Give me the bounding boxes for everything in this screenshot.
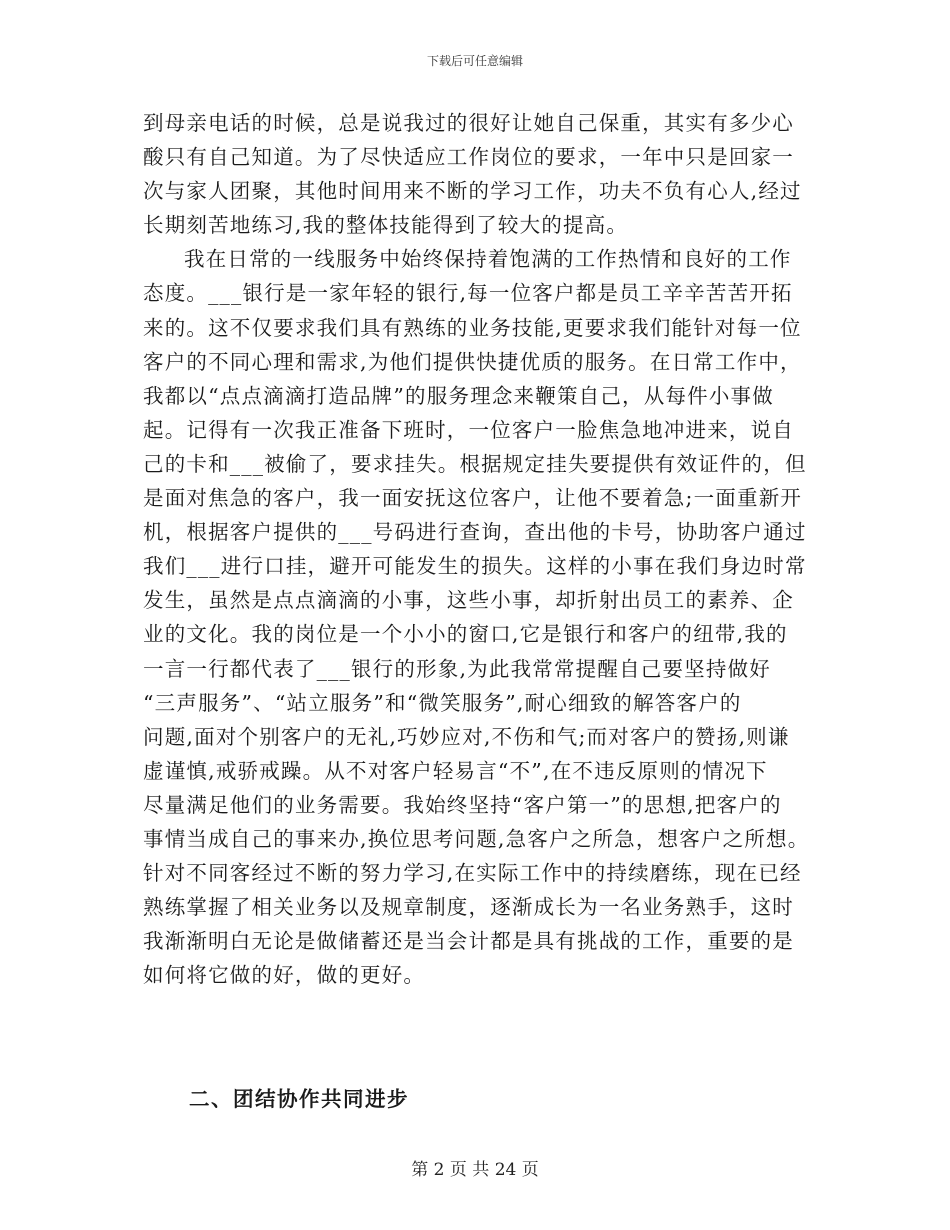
- text-line: 如何将它做的好，做的更好。: [143, 963, 426, 988]
- text-line: 起。记得有一次我正准备下班时，一位客户一脸焦急地冲进来，说自: [143, 417, 794, 442]
- text-line: 尽量满足他们的业务需要。我始终坚持“客户第一”的思想,把客户的: [143, 792, 782, 817]
- text-line: 机，根据客户提供的___号码进行查询，查出他的卡号，协助客户通过: [143, 520, 807, 545]
- page-number: 第 2 页 共 24 页: [411, 1160, 539, 1180]
- paragraph-first-line: 我在日常的一线服务中始终保持着饱满的工作热情和良好的工作: [184, 247, 792, 272]
- text-line: 发生，虽然是点点滴滴的小事，这些小事，却折射出员工的素养、企: [143, 588, 794, 613]
- text-line: 己的卡和___被偷了，要求挂失。根据规定挂失要提供有效证件的，但: [143, 451, 807, 476]
- text-line: 是面对焦急的客户，我一面安抚这位客户，让他不要着急;一面重新开: [143, 486, 803, 511]
- text-line: 问题,面对个别客户的无礼,巧妙应对,不伤和气;而对客户的赞扬,则谦: [143, 724, 790, 749]
- text-line: 业的文化。我的岗位是一个小小的窗口,它是银行和客户的纽带,我的: [143, 622, 788, 647]
- text-line: 酸只有自己知道。为了尽快适应工作岗位的要求，一年中只是回家一: [143, 145, 794, 170]
- text-line: 态度。___银行是一家年轻的银行,每一位客户都是员工辛辛苦苦开拓: [143, 281, 793, 306]
- text-line: 虚谨慎,戒骄戒躁。从不对客户轻易言“不”,在不违反原则的情况下: [143, 758, 768, 783]
- text-line: 客户的不同心理和需求,为他们提供快捷优质的服务。在日常工作中，: [143, 349, 802, 374]
- header-note: 下载后可任意编辑: [426, 54, 523, 68]
- section-heading: 二、团结协作共同进步: [189, 1087, 409, 1111]
- text-line: 熟练掌握了相关业务以及规章制度，逐渐成长为一名业务熟手，这时: [143, 895, 794, 920]
- body-text: [143, 106, 810, 992]
- text-line: “三声服务”、“站立服务”和“微笑服务”,耐心细致的解答客户的: [143, 690, 742, 715]
- text-line: 针对不同客经过不断的努力学习,在实际工作中的持续磨练，现在已经: [143, 861, 802, 886]
- text-line: 我都以“点点滴滴打造品牌”的服务理念来鞭策自己，从每件小事做: [143, 383, 774, 408]
- text-line: 我渐渐明白无论是做储蓄还是当会计都是具有挑战的工作，重要的是: [143, 929, 794, 954]
- text-line: 一言一行都代表了___银行的形象,为此我常常提醒自己要坚持做好: [143, 656, 771, 681]
- text-line: 来的。这不仅要求我们具有熟练的业务技能,更要求我们能针对每一位: [143, 315, 802, 340]
- text-line: 长期刻苦地练习,我的整体技能得到了较大的提高。: [143, 213, 629, 238]
- text-line: 次与家人团聚，其他时间用来不断的学习工作，功夫不负有心人,经过: [143, 179, 802, 204]
- text-line: 事情当成自己的事来办,换位思考问题,急客户之所急，想客户之所想。: [143, 826, 810, 851]
- text-line: 我们___进行口挂，避开可能发生的损失。这样的小事在我们身边时常: [143, 554, 807, 579]
- text-line: 到母亲电话的时候，总是说我过的很好让她自己保重，其实有多少心: [143, 111, 794, 135]
